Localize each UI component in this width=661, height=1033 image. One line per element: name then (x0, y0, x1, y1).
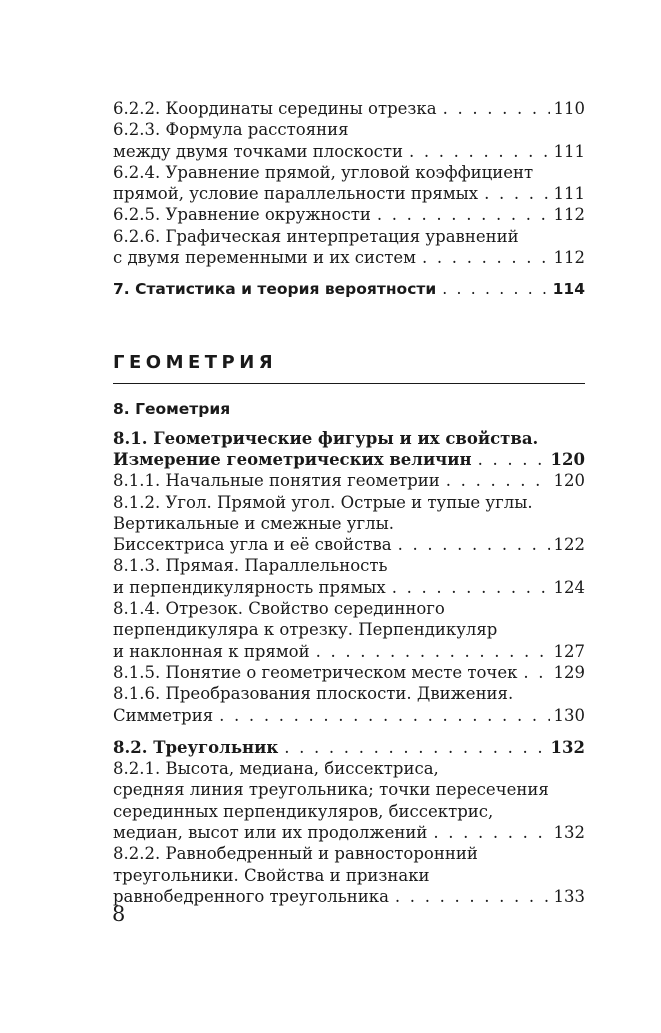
dot-leader (398, 534, 550, 555)
toc-line (113, 886, 585, 907)
toc-line (113, 843, 585, 864)
entry-title: Симметрия (113, 705, 214, 725)
chapter-8-heading: 8. Геометрия (113, 399, 231, 418)
toc-line (113, 598, 585, 619)
entry-title: 8.1.5. Понятие о геометрическом месте точек (113, 662, 518, 682)
dot-leader (442, 279, 548, 300)
spacer (113, 268, 585, 279)
toc-line (113, 705, 585, 726)
toc-line (113, 801, 585, 822)
entry-title: равнобедренного треугольника (113, 886, 389, 906)
dot-leader (392, 577, 550, 598)
entry-title: медиан, высот или их продолжений (113, 823, 428, 843)
page-ref: 122 (553, 535, 585, 555)
toc-line (113, 758, 585, 779)
toc-line (113, 162, 585, 183)
page-ref: 114 (552, 280, 585, 299)
entry-title: и перпендикулярность прямых (113, 577, 386, 597)
toc-entry-6-2-3 (113, 119, 585, 162)
entry-title: 8.1.1. Начальные понятия геометрии (113, 471, 440, 491)
dot-leader (433, 822, 549, 843)
chapter-title: 7. Статистика и теория вероятности (113, 280, 437, 299)
toc-line (113, 513, 585, 534)
toc-line (113, 428, 585, 449)
group-title: Измерение геометрических величин (113, 449, 472, 469)
section-heading: ГЕОМЕТРИЯ (113, 351, 278, 373)
toc-line (113, 577, 585, 598)
toc-line (113, 822, 585, 843)
toc-line (113, 449, 585, 470)
toc-line (113, 737, 585, 758)
toc-line (113, 226, 585, 247)
toc-line (113, 555, 585, 576)
toc-line (113, 119, 585, 140)
toc-page (113, 98, 585, 907)
toc-chapter-7 (113, 279, 585, 300)
entry-title: 6.2.5. Уравнение окружности (113, 205, 371, 225)
toc-group-8-2 (113, 737, 585, 907)
page-ref: 112 (553, 205, 585, 225)
page-ref: 112 (553, 248, 585, 268)
dot-leader (409, 141, 550, 162)
toc-line (113, 865, 585, 886)
dot-leader (422, 247, 549, 268)
toc-line (113, 247, 585, 268)
toc-entry-6-2-2 (113, 98, 585, 119)
entry-title: 8.2.1. Высота, медиана, биссектриса, (113, 759, 439, 779)
entry-title: 8.1.4. Отрезок. Свойство серединного (113, 599, 445, 619)
toc-line (113, 492, 585, 513)
page-ref: 110 (553, 99, 585, 118)
page-ref: 120 (553, 471, 585, 491)
entry-title: 8.1.2. Угол. Прямой угол. Острые и тупые углы. (113, 492, 533, 512)
toc-entry-6-2-6 (113, 226, 585, 269)
entry-title: 6.2.3. Формула расстояния (113, 120, 349, 140)
entry-title: 6.2.6. Графическая интерпретация уравнений (113, 226, 519, 246)
dot-leader (284, 737, 546, 758)
dot-leader (219, 705, 549, 726)
page-ref: 133 (553, 886, 585, 906)
page-ref: 111 (553, 141, 585, 161)
toc-line (113, 98, 585, 119)
page-ref: 132 (550, 737, 585, 757)
entry-title: 6.2.4. Уравнение прямой, угловой коэффициент (113, 162, 534, 182)
dot-leader (377, 204, 550, 225)
group-title: 8.2. Треугольник (113, 737, 279, 757)
toc-line (113, 641, 585, 662)
toc-line (113, 470, 585, 491)
toc-line (113, 204, 585, 225)
page-ref: 132 (553, 823, 585, 843)
entry-title: треугольники. Свойства и признаки (113, 865, 430, 885)
page-ref: 130 (553, 705, 585, 725)
entry-title: между двумя точками плоскости (113, 141, 403, 161)
entry-title: 8.1.3. Прямая. Параллельность (113, 556, 388, 576)
entry-title: Биссектриса угла и её свойства (113, 535, 392, 555)
page-ref: 120 (550, 449, 585, 469)
toc-entry-6-2-5 (113, 204, 585, 225)
entry-title: 8.2.2. Равнобедренный и равносторонний (113, 844, 478, 864)
entry-title: с двумя переменными и их систем (113, 248, 417, 268)
dot-leader (446, 470, 550, 491)
entry-title: серединных перпендикуляров, биссектрис, (113, 801, 494, 821)
entry-title: 6.2.2. Координаты середины отрезка (113, 99, 437, 118)
entry-title: перпендикуляра к отрезку. Перпендикуляр (113, 620, 498, 640)
spacer (113, 420, 585, 428)
toc-entry-6-2-4 (113, 162, 585, 205)
entry-title: 8.1.6. Преобразования плоскости. Движения. (113, 684, 514, 704)
dot-leader (484, 183, 549, 204)
dot-leader (316, 641, 550, 662)
entry-title: Вертикальные и смежные углы. (113, 513, 394, 533)
toc-group-8-1 (113, 428, 585, 726)
dot-leader (395, 886, 550, 907)
page-ref: 124 (553, 577, 585, 597)
heading-rule (113, 383, 585, 384)
toc-line (113, 534, 585, 555)
toc-line (113, 141, 585, 162)
spacer (113, 726, 585, 737)
toc-line (113, 779, 585, 800)
group-title: 8.1. Геометрические фигуры и их свойства. (113, 428, 539, 448)
toc-line (113, 619, 585, 640)
toc-line (113, 662, 585, 683)
dot-leader (523, 662, 549, 683)
dot-leader (443, 98, 550, 119)
entry-title: прямой, условие параллельности прямых (113, 184, 479, 204)
page-ref: 111 (553, 184, 585, 204)
toc-line (113, 683, 585, 704)
page-ref: 127 (553, 641, 585, 661)
entry-title: и наклонная к прямой (113, 641, 310, 661)
page-number: 8 (112, 902, 126, 926)
toc-line (113, 183, 585, 204)
page-ref: 129 (553, 662, 585, 682)
dot-leader (478, 449, 547, 470)
entry-title: средняя линия треугольника; точки пересечения (113, 780, 549, 800)
